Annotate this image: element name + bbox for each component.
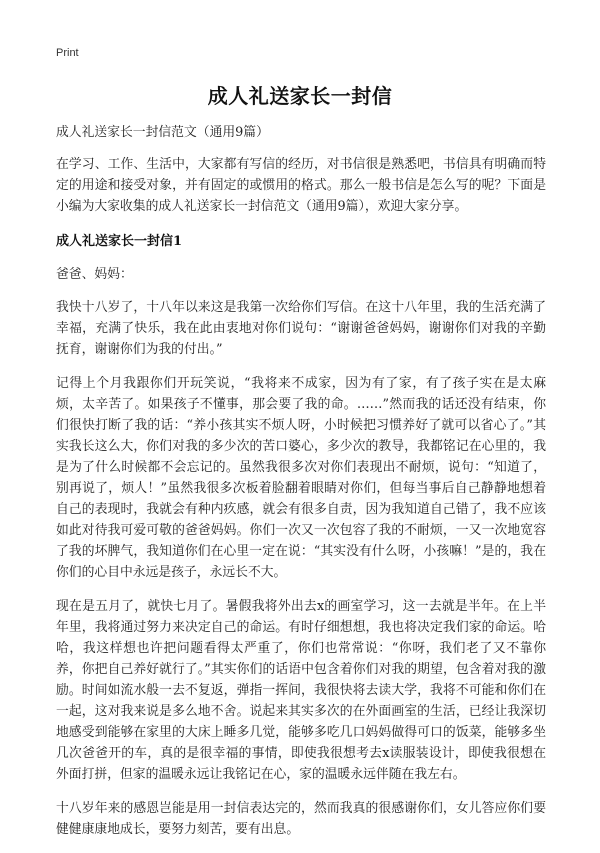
section-heading: 成人礼送家长一封信1 bbox=[56, 234, 183, 249]
letter-paragraph: 现在是五月了，就快七月了。暑假我将外出去x的画室学习，这一去就是半年。在上半年里，我将通过努力来决定自己的命运。有时仔细想想，我也将决定我们家的命运。哈哈，我这样想也许把问题看得太严重了，你们也常常说：“你呀，我们老了又不靠你养，你把自己养好就行了。”其实你们的话语中包含着你们对我的期望，包含着对我的激励。时间如流水般一去不复返，弹指一挥间，我很快将去读大学，我将不可能和你们在一起，这对我来说是多么地不舍。说起来其实多次的在外面画室的生活，已经让我深切地感受到能够在家里的大床上睡多几觉，能够多吃几口妈妈做得可口的饭菜，能够多坐几次爸爸开的车，真的是很幸福的事情，即使我很想考去x读服装设计，即使我很想在外面打拼，但家的温暖永远让我铭记在心，家的温暖永远伴随在我左右。 bbox=[56, 599, 546, 782]
document-title: 成人礼送家长一封信 bbox=[207, 84, 393, 108]
document-body bbox=[56, 122, 546, 853]
letter-paragraph: 我快十八岁了，十八年以来这是我第一次给你们写信。在这十八年里，我的生活充满了幸福，充满了快乐，我在此由衷地对你们说句：“谢谢爸爸妈妈，谢谢你们对我的辛勤抚育，谢谢你们为我的付出。” bbox=[56, 300, 546, 357]
document-subtitle: 成人礼送家长一封信范文（通用9篇） bbox=[56, 125, 269, 140]
letter-paragraph: 记得上个月我跟你们开玩笑说，“我将来不成家，因为有了家，有了孩子实在是太麻烦，太辛苦了。如果孩子不懂事，那会要了我的命。……”然而我的话还没有结束，你们很快打断了我的话：“养小孩其实不烦人呀，小时候把习惯养好了就可以省心了。”其实我长这么大，你们对我的多少次的苦口婆心，多少次的教导，我都铭记在心里的，我是为了什么时候都不会忘记的。虽然我很多次对你们表现出不耐烦，说句：“知道了，别再说了，烦人！”虽然我很多次板着脸翻着眼睛对你们，但每当事后自己静静地想着自己的表现时，我就会有种内疚感，就会有很多自责，因为我知道自己错了，我不应该如此对待我可爱可敬的爸爸妈妈。你们一次又一次包容了我的不耐烦，一又一次地宽容了我的坏脾气，我知道你们在心里一定在说：“其实没有什么呀，小孩嘛！”是的，我在你们的心目中永远是孩子，永远长不大。 bbox=[56, 376, 546, 580]
print-link[interactable]: Print bbox=[56, 47, 79, 59]
letter-greeting: 爸爸、妈妈： bbox=[56, 267, 133, 282]
intro-paragraph: 在学习、工作、生活中，大家都有写信的经历，对书信很是熟悉吧，书信具有明确而特定的用途和接受对象，并有固定的或惯用的格式。那么一般书信是怎么写的呢？下面是小编为大家收集的成人礼送家长一封信范文（通用9篇），欢迎大家分享。 bbox=[56, 157, 546, 214]
letter-paragraph: 十八岁年来的感恩岂能是用一封信表达完的，然而我真的很感谢你们，女儿答应你们要健健康康地成长，要努力刻苦，要有出息。 bbox=[56, 801, 546, 837]
